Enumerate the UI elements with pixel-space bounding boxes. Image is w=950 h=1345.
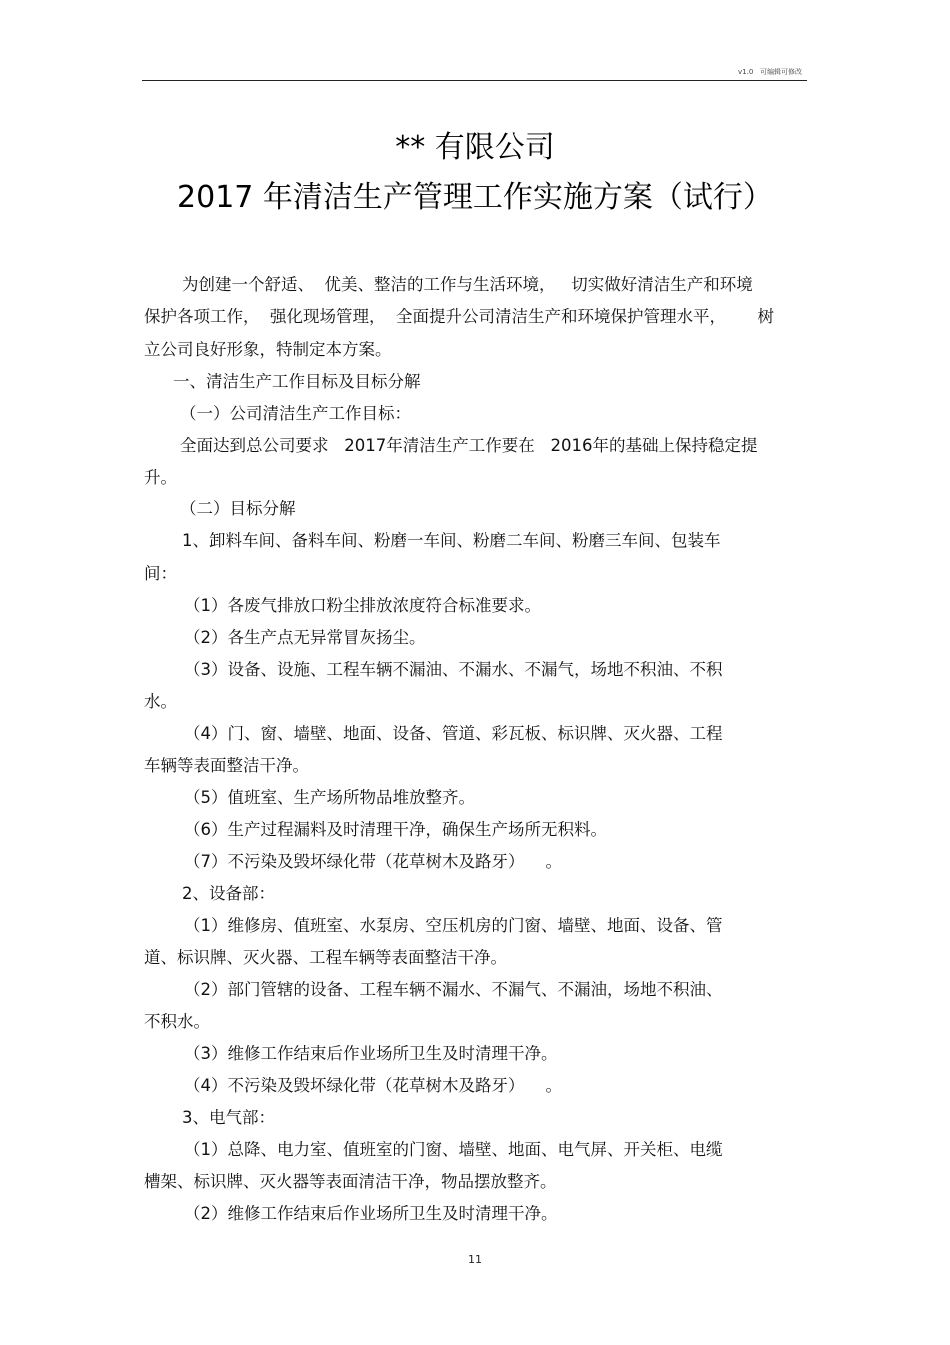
text-line: 为创建一个舒适、 优美、整洁的工作与生活环境， 切实做好清洁生产和环境	[182, 275, 753, 294]
list-item: 1、卸料车间、备料车间、粉磨一车间、粉磨二车间、粉磨三车间、包装车	[182, 531, 721, 550]
text-line: 水。	[144, 692, 177, 711]
document-subtitle: 2017 年清洁生产管理工作实施方案（试行）	[177, 180, 773, 215]
list-item: 2、设备部：	[182, 884, 275, 903]
list-item: （6）生产过程漏料及时清理干净，确保生产场所无积料。	[184, 820, 607, 839]
text-line: 立公司良好形象，特制定本方案。	[144, 340, 392, 359]
list-item: （5）值班室、生产场所物品堆放整齐。	[184, 788, 475, 807]
list-item: （4）不污染及毁坏绿化带（花草树木及路牙） 。	[184, 1076, 562, 1095]
subsection-heading: （一）公司清洁生产工作目标：	[180, 404, 411, 423]
text-line: 升。	[144, 468, 177, 487]
list-item: （4）门、窗、墙壁、地面、设备、管道、彩瓦板、标识牌、灭火器、工程	[184, 724, 723, 743]
page-number: 11	[468, 1253, 482, 1266]
list-item: 3、电气部：	[182, 1108, 275, 1127]
list-item: （1）总降、电力室、值班室的门窗、墙壁、地面、电气屏、开关柜、电缆	[184, 1140, 723, 1159]
list-item: （1）各废气排放口粉尘排放浓度符合标准要求。	[184, 596, 541, 615]
text-line: 道、标识牌、灭火器、工程车辆等表面整洁干净。	[144, 948, 507, 967]
text-line: 槽架、标识牌、灭火器等表面清洁干净，物品摆放整齐。	[144, 1172, 557, 1191]
list-item: （3）维修工作结束后作业场所卫生及时清理干净。	[184, 1044, 558, 1063]
text-line: 间：	[144, 564, 177, 583]
document-title: ** 有限公司	[395, 130, 555, 165]
text-line: 保护各项工作， 强化现场管理， 全面提升公司清洁生产和环境保护管理水平， 树	[144, 307, 774, 326]
header-rule	[142, 80, 807, 81]
text-line: 不积水。	[144, 1012, 210, 1031]
list-item: （7）不污染及毁坏绿化带（花草树木及路牙） 。	[184, 852, 562, 871]
list-item: （1）维修房、值班室、水泵房、空压机房的门窗、墙壁、地面、设备、管	[184, 916, 723, 935]
text-line: 全面达到总公司要求 2017年清洁生产工作要在 2016年的基础上保持稳定提	[180, 436, 758, 455]
list-item: （2）维修工作结束后作业场所卫生及时清理干净。	[184, 1204, 558, 1223]
section-heading: 一、清洁生产工作目标及目标分解	[173, 372, 421, 391]
header-note: v1.0 可编辑可修改	[738, 68, 802, 76]
list-item: （3）设备、设施、工程车辆不漏油、不漏水、不漏气，场地不积油、不积	[184, 660, 723, 679]
subsection-heading: （二）目标分解	[180, 499, 296, 518]
text-line: 车辆等表面整洁干净。	[144, 756, 309, 775]
list-item: （2）各生产点无异常冒灰扬尘。	[184, 628, 426, 647]
list-item: （2）部门管辖的设备、工程车辆不漏水、不漏气、不漏油，场地不积油、	[184, 980, 723, 999]
